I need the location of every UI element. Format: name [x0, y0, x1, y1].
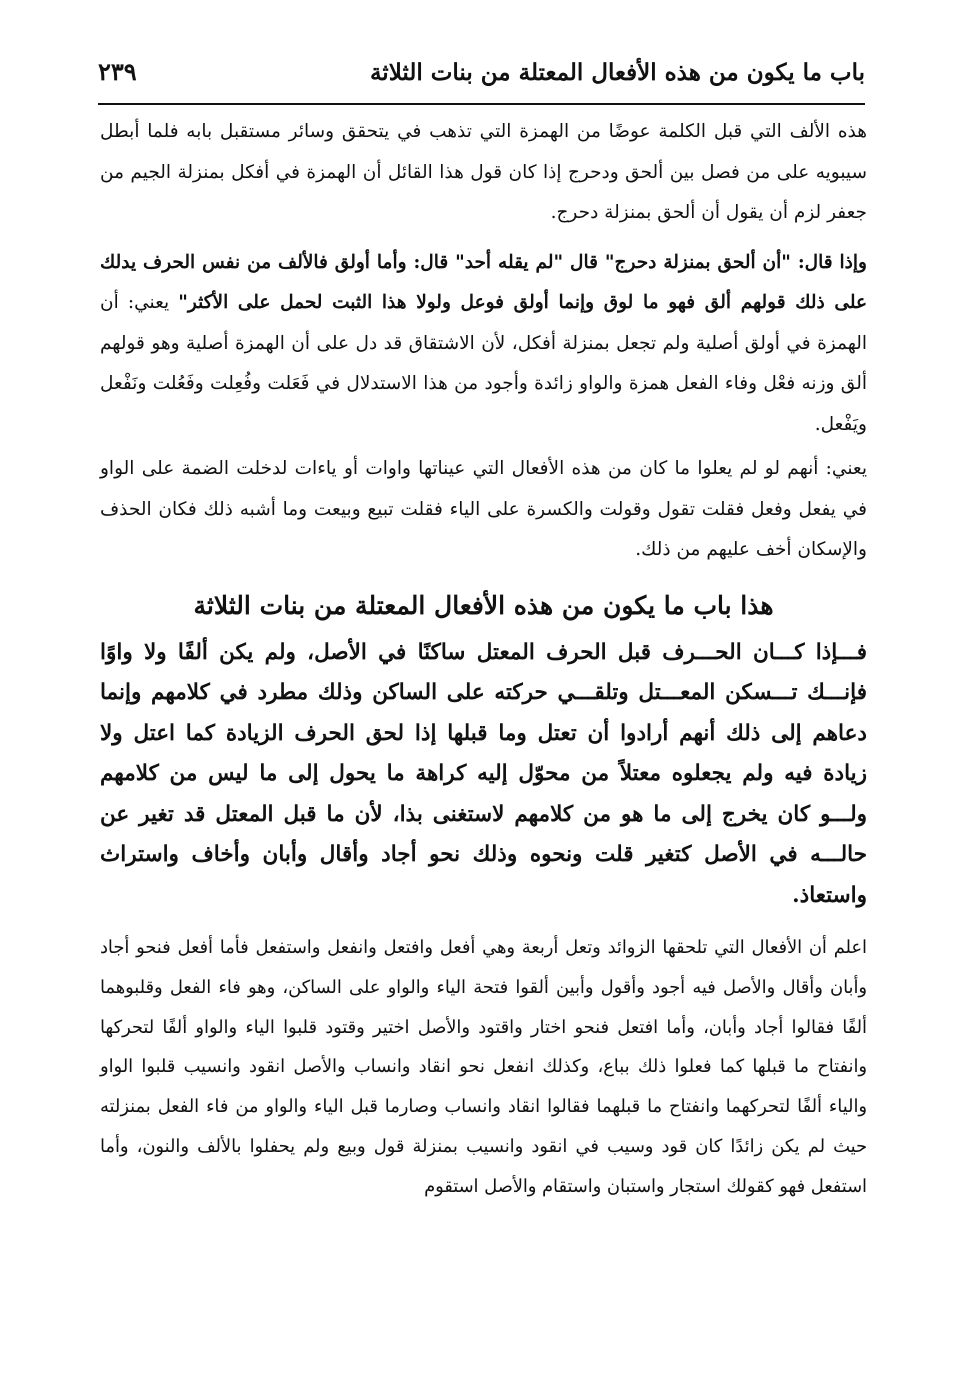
running-title: باب ما يكون من هذه الأفعال المعتلة من بنات الثلاثة	[369, 59, 865, 86]
page-number: ٢٣٩	[98, 57, 137, 86]
paragraph-2-commentary: يعني: أن الهمزة في أولق أصلية ولم تجعل بمنزلة أفكل، لأن الاشتقاق قد دل على أن الهمزة أصلية وهو قولهم ألق وزنه فعْل وفاء الفعل همزة والواو زائدة وأجود من هذا الاستدلال في فَعَلت وفُعِلت وفَعُلت ونَفْعل ويَفْعل.	[100, 292, 867, 435]
header-divider	[98, 103, 865, 105]
page-header	[98, 55, 865, 95]
section-heading: هذا باب ما يكون من هذه الأفعال المعتلة من بنات الثلاثة	[193, 590, 774, 620]
paragraph-2-quote: وإذا قال: "أن ألحق بمنزلة دحرج" قال "لم يقله أحد" قال: وأما أولق فالألف من نفس الحرف يدلك على ذلك قولهم ألق فهو ما لوق وإنما أولق فوعل ولولا هذا الثبت لحمل على الأكثر"	[100, 251, 867, 313]
paragraph-2	[100, 243, 867, 446]
paragraph-3: يعني: أنهم لو لم يعلوا ما كان من هذه الأفعال التي عيناتها واوات أو ياءات لدخلت الضمة على الواو في يفعل وفعل فقلت تقول وقولت والكسرة على الياء فقلت تبيع وبيعت وما أشبه ذلك فكان الحذف والإسكان أخف عليهم من ذلك.	[100, 458, 867, 560]
page-body	[100, 112, 867, 1207]
paragraph-5: اعلم أن الأفعال التي تلحقها الزوائد وتعل أربعة وهي أفعل وافتعل وانفعل واستفعل فأما أفعل فنحو أجاد وأبان وأقال والأصل فيه أجود وأقول وأبين ألقوا فتحة الياء والواو على الساكن، وهو فاء الفعل وقلبوهما ألفًا فقالوا أجاد وأبان، وأما افتعل فنحو اختار واقتود والأصل اختير وقتود قلبوا الياء والواو ألفًا لتحركها وانفتاح ما قبلها كما فعلوا ذلك بباع، وكذلك انفعل نحو انقاد وانساب والأصل انقود وانسيب قلبوا الواو والياء ألفًا لتحركهما وانفتاح ما قبلهما فقالوا انقاد وانساب وصارما قبل الياء والواو من فاء الفعل بمنزلته حيث لم يكن زائدًا كان قود وسيب في انقود وانسيب بمنزلة قول وبيع ولم يحفلوا بالألف والنون، وأما استفعل فهو كقولك استجار واستبان واستقام والأصل استقوم	[100, 937, 867, 1197]
paragraph-4: فـــإذا كـــان الحـــرف قبل الحرف المعتل ساكنًا في الأصل، ولم يكن ألفًا ولا واوًا فإنـــك تـــسكن المعـــتل وتلقـــي حركته على الساكن وذلك مطرد في كلامهم وإنما دعاهم إلى ذلك أنهم أرادوا أن تعتل وما قبلها إذا لحق الحرف الزيادة كما اعتل ولا زيادة فيه ولم يجعلوه معتلاً من محوّل إليه كراهة ما يحول إلى ما ليس من كلامهم ولـــو كان يخرج إلى ما هو من كلامهم لاستغنى بذا، لأن ما قبل المعتل قد تغير عن حالـــه في الأصل كتغير قلت ونحوه وذلك نحو أجاد وأقال وأبان وأخاف واستراث واستعاذ.	[100, 639, 867, 908]
paragraph-1: هذه الألف التي قبل الكلمة عوضًا من الهمزة التي تذهب في يتحقق وسائر مستقبل بابه فلما أبطل سيبويه على من فصل بين ألحق ودحرج إذا كان قول هذا القائل أن الهمزة في أفكل بمنزلة الجيم من جعفر لزم أن يقول أن ألحق بمنزلة دحرج.	[100, 121, 867, 223]
